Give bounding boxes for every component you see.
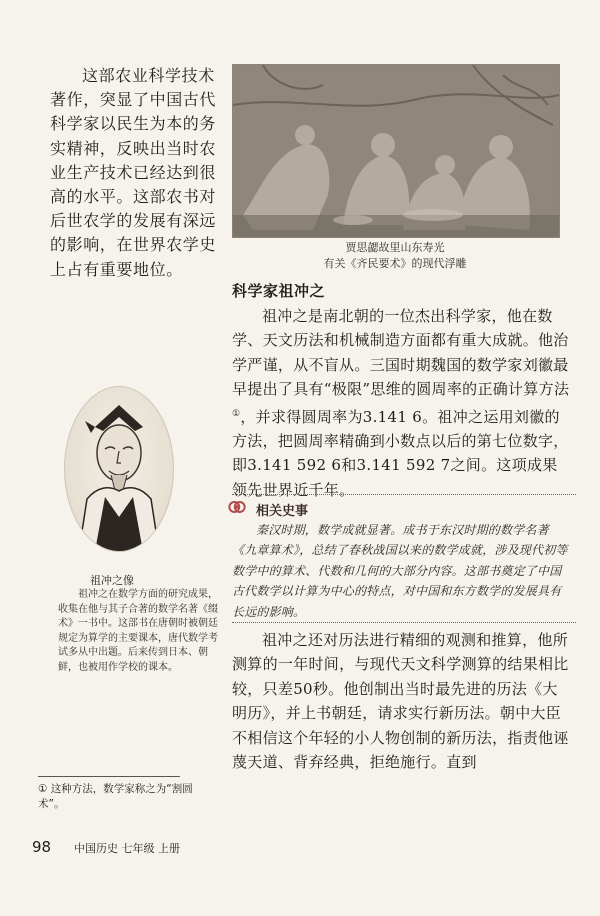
section-title: 科学家祖冲之 [232,282,326,300]
body-paragraph-2: 祖冲之还对历法进行精细的观测和推算，他所测算的一年时间，与现代天文科学测算的结果相比较，只差50秒。他创制出当时最先进的历法《大明历》，并上书朝廷，请求实行新历法。朝中大臣不相信这个年轻的小人物创制的新历法，指责他诬蔑天道、背弃经典，拒绝施行。直到 [232,631,569,772]
footnote: ① 这种方法，数学家称之为“割圆术”。 [38,783,193,810]
footnote-reference: ① [232,408,241,419]
related-box-bottom-border [232,622,576,623]
intro-paragraph: 这部农业科学技术著作，突显了中国古代科学家以民生为本的务实精神，反映出当时农业生产技术已经达到很高的水平。这部农书对后世农学的发展有深远的影响，在世界农学史上占有重要地位。 [50,66,217,279]
page-number: 98 [32,838,52,856]
book-title: 中国历史 七年级 上册 [74,842,180,855]
swirl-icon [228,498,246,516]
relief-caption: 贾思勰故里山东寿光 有关《齐民要术》的现代浮雕 [323,241,467,270]
footnote-divider [38,776,180,777]
related-history-text: 秦汉时期，数学成就显著。成书于东汉时期的数学名著《九章算术》，总结了春秋战国以来的数学成就，涉及现代初等数学中的算术、代数和几何的大部分内容。这部书奠定了中国古代数学以计算为中心的特点，对中国和东方数学的发展具有长远的影响。 [232,523,568,619]
textbook-page: 这部农业科学技术著作，突显了中国古代科学家以民生为本的务实精神，反映出当时农业生产技术已经达到很高的水平。这部农书对后世农学的发展有深远的影响，在世界农学史上占有重要地位。 贾思勰故里山东寿光 有关《齐民要术》的现代浮雕 科学家祖冲之 祖冲之是南北朝的一位杰出科学家，他在数学、天文历法和机械制造方面都有重大成就。他治学严谨，从不盲从。三国时期魏国的数学家刘徽最早提出了具有“极限”思维的圆周率的正确计算方法①，并求得圆周率为3.141 6。祖冲之运用刘徽的方法，把圆周率精确到小数点以后的第七位数字，即3.141 592 6和3.141 592 7之间。这项成果领先世界近千年。 相关史事 秦汉时期，数学成就显著。成书于东汉时期的数学名著《九章算术》，总结了春秋战国以来的数学成就，涉及现代初等数学中的算术、代数和几何的大部分内容。这部书奠定了中国古代数学以计算为中心的特点，对中国和东方数学的发展具有长远的影响。 祖冲之还对历法进行精细的观测和推算，他所测算的一年时间，与现代天文科学测算的结果相比较，只差50秒。他创制出当时最先进的历法《大明历》，并上书朝廷，请求实行新历法。朝中大臣不相信这个年轻的小人物创制的新历法，指责他诬蔑天道、背弃经典，拒绝施行。直到 祖冲之像 祖冲之在数学方面的研究成果，收集在他与其子合著的数学名著《缀术》一书中。这部书在唐朝时被朝廷规定为算学的主要课本，唐代数学考试多从中出题。后来传到日本、朝鲜，也被用作学校的课本。 ① 这种方法，数学家称之为“割圆术”。 98 中国历史 七年级 上册 [0,0,600,916]
relief-sculpture-image [232,64,560,238]
zu-chongzhi-portrait [64,386,174,552]
portrait-title: 祖冲之像 [90,574,134,587]
body-paragraph-1: 祖冲之是南北朝的一位杰出科学家，他在数学、天文历法和机械制造方面都有重大成就。他治学严谨，从不盲从。三国时期魏国的数学家刘徽最早提出了具有“极限”思维的圆周率的正确计算方法①，并求得圆周率为3.141 6。祖冲之运用刘徽的方法，把圆周率精确到小数点以后的第七位数字，即3.141 592 6和3.141 592 7之间。这项成果领先世界近千年。 [232,307,570,499]
related-box-top-border [232,494,576,495]
portrait-caption: 祖冲之在数学方面的研究成果，收集在他与其子合著的数学名著《缀术》一书中。这部书在唐朝时被朝廷规定为算学的主要课本，唐代数学考试多从中出题。后来传到日本、朝鲜，也被用作学校的课本。 [58,589,218,673]
